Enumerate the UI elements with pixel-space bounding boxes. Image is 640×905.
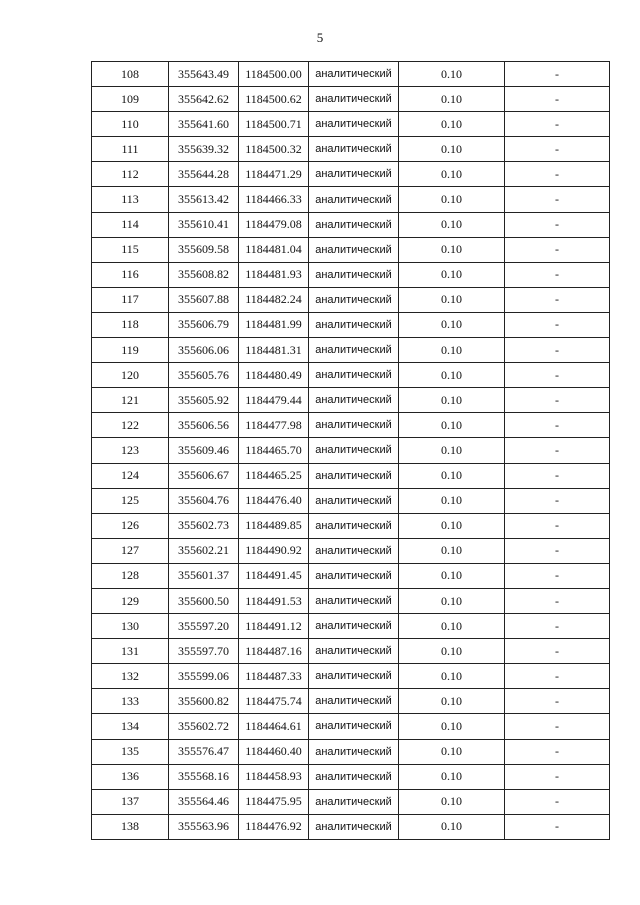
y-coordinate-cell: 1184482.24 — [239, 287, 309, 312]
accuracy-cell: 0.10 — [399, 287, 505, 312]
accuracy-cell: 0.10 — [399, 739, 505, 764]
description-cell: - — [505, 789, 610, 814]
accuracy-cell: 0.10 — [399, 639, 505, 664]
y-coordinate-cell: 1184476.92 — [239, 814, 309, 839]
description-cell: - — [505, 187, 610, 212]
table-row — [92, 363, 610, 388]
point-number-cell: 131 — [92, 639, 169, 664]
method-cell: аналитический — [309, 87, 399, 112]
x-coordinate-cell: 355606.67 — [169, 463, 239, 488]
y-coordinate-cell: 1184477.98 — [239, 413, 309, 438]
point-number-cell: 137 — [92, 789, 169, 814]
accuracy-cell: 0.10 — [399, 714, 505, 739]
accuracy-cell: 0.10 — [399, 87, 505, 112]
table-row — [92, 814, 610, 839]
y-coordinate-cell: 1184464.61 — [239, 714, 309, 739]
table-row — [92, 388, 610, 413]
description-cell: - — [505, 388, 610, 413]
description-cell: - — [505, 814, 610, 839]
table-row — [92, 664, 610, 689]
x-coordinate-cell: 355639.32 — [169, 137, 239, 162]
method-cell: аналитический — [309, 413, 399, 438]
method-cell: аналитический — [309, 538, 399, 563]
accuracy-cell: 0.10 — [399, 538, 505, 563]
x-coordinate-cell: 355602.72 — [169, 714, 239, 739]
accuracy-cell: 0.10 — [399, 764, 505, 789]
accuracy-cell: 0.10 — [399, 588, 505, 613]
x-coordinate-cell: 355641.60 — [169, 112, 239, 137]
method-cell: аналитический — [309, 137, 399, 162]
description-cell: - — [505, 413, 610, 438]
table-row — [92, 563, 610, 588]
x-coordinate-cell: 355602.73 — [169, 513, 239, 538]
point-number-cell: 125 — [92, 488, 169, 513]
accuracy-cell: 0.10 — [399, 789, 505, 814]
y-coordinate-cell: 1184491.53 — [239, 588, 309, 613]
x-coordinate-cell: 355604.76 — [169, 488, 239, 513]
y-coordinate-cell: 1184481.99 — [239, 312, 309, 337]
y-coordinate-cell: 1184466.33 — [239, 187, 309, 212]
accuracy-cell: 0.10 — [399, 262, 505, 287]
method-cell: аналитический — [309, 212, 399, 237]
point-number-cell: 122 — [92, 413, 169, 438]
x-coordinate-cell: 355643.49 — [169, 62, 239, 87]
accuracy-cell: 0.10 — [399, 463, 505, 488]
accuracy-cell: 0.10 — [399, 363, 505, 388]
point-number-cell: 128 — [92, 563, 169, 588]
table-row — [92, 137, 610, 162]
y-coordinate-cell: 1184491.45 — [239, 563, 309, 588]
x-coordinate-cell: 355601.37 — [169, 563, 239, 588]
table-row — [92, 789, 610, 814]
description-cell: - — [505, 764, 610, 789]
method-cell: аналитический — [309, 664, 399, 689]
x-coordinate-cell: 355606.56 — [169, 413, 239, 438]
x-coordinate-cell: 355597.20 — [169, 614, 239, 639]
point-number-cell: 118 — [92, 312, 169, 337]
accuracy-cell: 0.10 — [399, 212, 505, 237]
point-number-cell: 111 — [92, 137, 169, 162]
description-cell: - — [505, 614, 610, 639]
method-cell: аналитический — [309, 764, 399, 789]
description-cell: - — [505, 287, 610, 312]
description-cell: - — [505, 338, 610, 363]
x-coordinate-cell: 355599.06 — [169, 664, 239, 689]
x-coordinate-cell: 355568.16 — [169, 764, 239, 789]
description-cell: - — [505, 563, 610, 588]
point-number-cell: 115 — [92, 237, 169, 262]
method-cell: аналитический — [309, 814, 399, 839]
method-cell: аналитический — [309, 563, 399, 588]
method-cell: аналитический — [309, 388, 399, 413]
y-coordinate-cell: 1184475.74 — [239, 689, 309, 714]
table-row — [92, 463, 610, 488]
description-cell: - — [505, 438, 610, 463]
description-cell: - — [505, 162, 610, 187]
method-cell: аналитический — [309, 162, 399, 187]
method-cell: аналитический — [309, 789, 399, 814]
point-number-cell: 126 — [92, 513, 169, 538]
point-number-cell: 110 — [92, 112, 169, 137]
point-number-cell: 109 — [92, 87, 169, 112]
point-number-cell: 134 — [92, 714, 169, 739]
accuracy-cell: 0.10 — [399, 137, 505, 162]
table-row — [92, 112, 610, 137]
point-number-cell: 108 — [92, 62, 169, 87]
x-coordinate-cell: 355609.58 — [169, 237, 239, 262]
description-cell: - — [505, 588, 610, 613]
y-coordinate-cell: 1184475.95 — [239, 789, 309, 814]
x-coordinate-cell: 355600.82 — [169, 689, 239, 714]
x-coordinate-cell: 355613.42 — [169, 187, 239, 212]
accuracy-cell: 0.10 — [399, 312, 505, 337]
description-cell: - — [505, 262, 610, 287]
table-row — [92, 338, 610, 363]
table-row — [92, 262, 610, 287]
accuracy-cell: 0.10 — [399, 513, 505, 538]
table-row — [92, 413, 610, 438]
description-cell: - — [505, 363, 610, 388]
table-row — [92, 212, 610, 237]
y-coordinate-cell: 1184479.44 — [239, 388, 309, 413]
accuracy-cell: 0.10 — [399, 664, 505, 689]
point-number-cell: 119 — [92, 338, 169, 363]
x-coordinate-cell: 355597.70 — [169, 639, 239, 664]
table-row — [92, 614, 610, 639]
method-cell: аналитический — [309, 62, 399, 87]
method-cell: аналитический — [309, 488, 399, 513]
description-cell: - — [505, 137, 610, 162]
table-row — [92, 488, 610, 513]
point-number-cell: 120 — [92, 363, 169, 388]
method-cell: аналитический — [309, 438, 399, 463]
method-cell: аналитический — [309, 112, 399, 137]
description-cell: - — [505, 664, 610, 689]
method-cell: аналитический — [309, 639, 399, 664]
x-coordinate-cell: 355608.82 — [169, 262, 239, 287]
page-number: 5 — [316, 30, 324, 45]
coordinates-table-body — [92, 62, 610, 840]
accuracy-cell: 0.10 — [399, 388, 505, 413]
method-cell: аналитический — [309, 237, 399, 262]
point-number-cell: 130 — [92, 614, 169, 639]
table-row — [92, 162, 610, 187]
method-cell: аналитический — [309, 689, 399, 714]
table-row — [92, 438, 610, 463]
method-cell: аналитический — [309, 513, 399, 538]
accuracy-cell: 0.10 — [399, 187, 505, 212]
y-coordinate-cell: 1184458.93 — [239, 764, 309, 789]
accuracy-cell: 0.10 — [399, 62, 505, 87]
table-row — [92, 739, 610, 764]
x-coordinate-cell: 355606.06 — [169, 338, 239, 363]
accuracy-cell: 0.10 — [399, 112, 505, 137]
method-cell: аналитический — [309, 312, 399, 337]
x-coordinate-cell: 355642.62 — [169, 87, 239, 112]
description-cell: - — [505, 488, 610, 513]
point-number-cell: 138 — [92, 814, 169, 839]
point-number-cell: 117 — [92, 287, 169, 312]
description-cell: - — [505, 689, 610, 714]
method-cell: аналитический — [309, 588, 399, 613]
method-cell: аналитический — [309, 187, 399, 212]
accuracy-cell: 0.10 — [399, 488, 505, 513]
y-coordinate-cell: 1184465.70 — [239, 438, 309, 463]
table-row — [92, 87, 610, 112]
point-number-cell: 124 — [92, 463, 169, 488]
y-coordinate-cell: 1184481.93 — [239, 262, 309, 287]
table-row — [92, 62, 610, 87]
description-cell: - — [505, 739, 610, 764]
x-coordinate-cell: 355605.92 — [169, 388, 239, 413]
table-row — [92, 187, 610, 212]
x-coordinate-cell: 355607.88 — [169, 287, 239, 312]
point-number-cell: 114 — [92, 212, 169, 237]
method-cell: аналитический — [309, 363, 399, 388]
method-cell: аналитический — [309, 262, 399, 287]
point-number-cell: 121 — [92, 388, 169, 413]
point-number-cell: 113 — [92, 187, 169, 212]
accuracy-cell: 0.10 — [399, 563, 505, 588]
y-coordinate-cell: 1184481.31 — [239, 338, 309, 363]
accuracy-cell: 0.10 — [399, 689, 505, 714]
y-coordinate-cell: 1184471.29 — [239, 162, 309, 187]
table-row — [92, 714, 610, 739]
point-number-cell: 127 — [92, 538, 169, 563]
accuracy-cell: 0.10 — [399, 162, 505, 187]
description-cell: - — [505, 112, 610, 137]
y-coordinate-cell: 1184476.40 — [239, 488, 309, 513]
description-cell: - — [505, 463, 610, 488]
y-coordinate-cell: 1184500.00 — [239, 62, 309, 87]
point-number-cell: 129 — [92, 588, 169, 613]
y-coordinate-cell: 1184500.62 — [239, 87, 309, 112]
method-cell: аналитический — [309, 739, 399, 764]
x-coordinate-cell: 355600.50 — [169, 588, 239, 613]
y-coordinate-cell: 1184490.92 — [239, 538, 309, 563]
accuracy-cell: 0.10 — [399, 338, 505, 363]
method-cell: аналитический — [309, 614, 399, 639]
description-cell: - — [505, 312, 610, 337]
y-coordinate-cell: 1184480.49 — [239, 363, 309, 388]
description-cell: - — [505, 639, 610, 664]
coordinates-table — [91, 61, 610, 840]
point-number-cell: 123 — [92, 438, 169, 463]
x-coordinate-cell: 355576.47 — [169, 739, 239, 764]
table-row — [92, 689, 610, 714]
table-row — [92, 513, 610, 538]
x-coordinate-cell: 355609.46 — [169, 438, 239, 463]
y-coordinate-cell: 1184479.08 — [239, 212, 309, 237]
description-cell: - — [505, 87, 610, 112]
description-cell: - — [505, 513, 610, 538]
point-number-cell: 133 — [92, 689, 169, 714]
accuracy-cell: 0.10 — [399, 438, 505, 463]
y-coordinate-cell: 1184481.04 — [239, 237, 309, 262]
point-number-cell: 136 — [92, 764, 169, 789]
description-cell: - — [505, 538, 610, 563]
table-row — [92, 287, 610, 312]
description-cell: - — [505, 714, 610, 739]
table-row — [92, 639, 610, 664]
x-coordinate-cell: 355605.76 — [169, 363, 239, 388]
y-coordinate-cell: 1184460.40 — [239, 739, 309, 764]
table-row — [92, 538, 610, 563]
x-coordinate-cell: 355564.46 — [169, 789, 239, 814]
y-coordinate-cell: 1184487.33 — [239, 664, 309, 689]
method-cell: аналитический — [309, 463, 399, 488]
table-row — [92, 237, 610, 262]
x-coordinate-cell: 355563.96 — [169, 814, 239, 839]
y-coordinate-cell: 1184487.16 — [239, 639, 309, 664]
point-number-cell: 112 — [92, 162, 169, 187]
point-number-cell: 135 — [92, 739, 169, 764]
table-row — [92, 588, 610, 613]
description-cell: - — [505, 237, 610, 262]
y-coordinate-cell: 1184491.12 — [239, 614, 309, 639]
accuracy-cell: 0.10 — [399, 237, 505, 262]
point-number-cell: 116 — [92, 262, 169, 287]
y-coordinate-cell: 1184500.32 — [239, 137, 309, 162]
accuracy-cell: 0.10 — [399, 814, 505, 839]
accuracy-cell: 0.10 — [399, 614, 505, 639]
table-row — [92, 764, 610, 789]
method-cell: аналитический — [309, 287, 399, 312]
point-number-cell: 132 — [92, 664, 169, 689]
description-cell: - — [505, 212, 610, 237]
y-coordinate-cell: 1184489.85 — [239, 513, 309, 538]
x-coordinate-cell: 355602.21 — [169, 538, 239, 563]
table-row — [92, 312, 610, 337]
y-coordinate-cell: 1184465.25 — [239, 463, 309, 488]
y-coordinate-cell: 1184500.71 — [239, 112, 309, 137]
x-coordinate-cell: 355644.28 — [169, 162, 239, 187]
x-coordinate-cell: 355610.41 — [169, 212, 239, 237]
x-coordinate-cell: 355606.79 — [169, 312, 239, 337]
method-cell: аналитический — [309, 338, 399, 363]
method-cell: аналитический — [309, 714, 399, 739]
accuracy-cell: 0.10 — [399, 413, 505, 438]
description-cell: - — [505, 62, 610, 87]
